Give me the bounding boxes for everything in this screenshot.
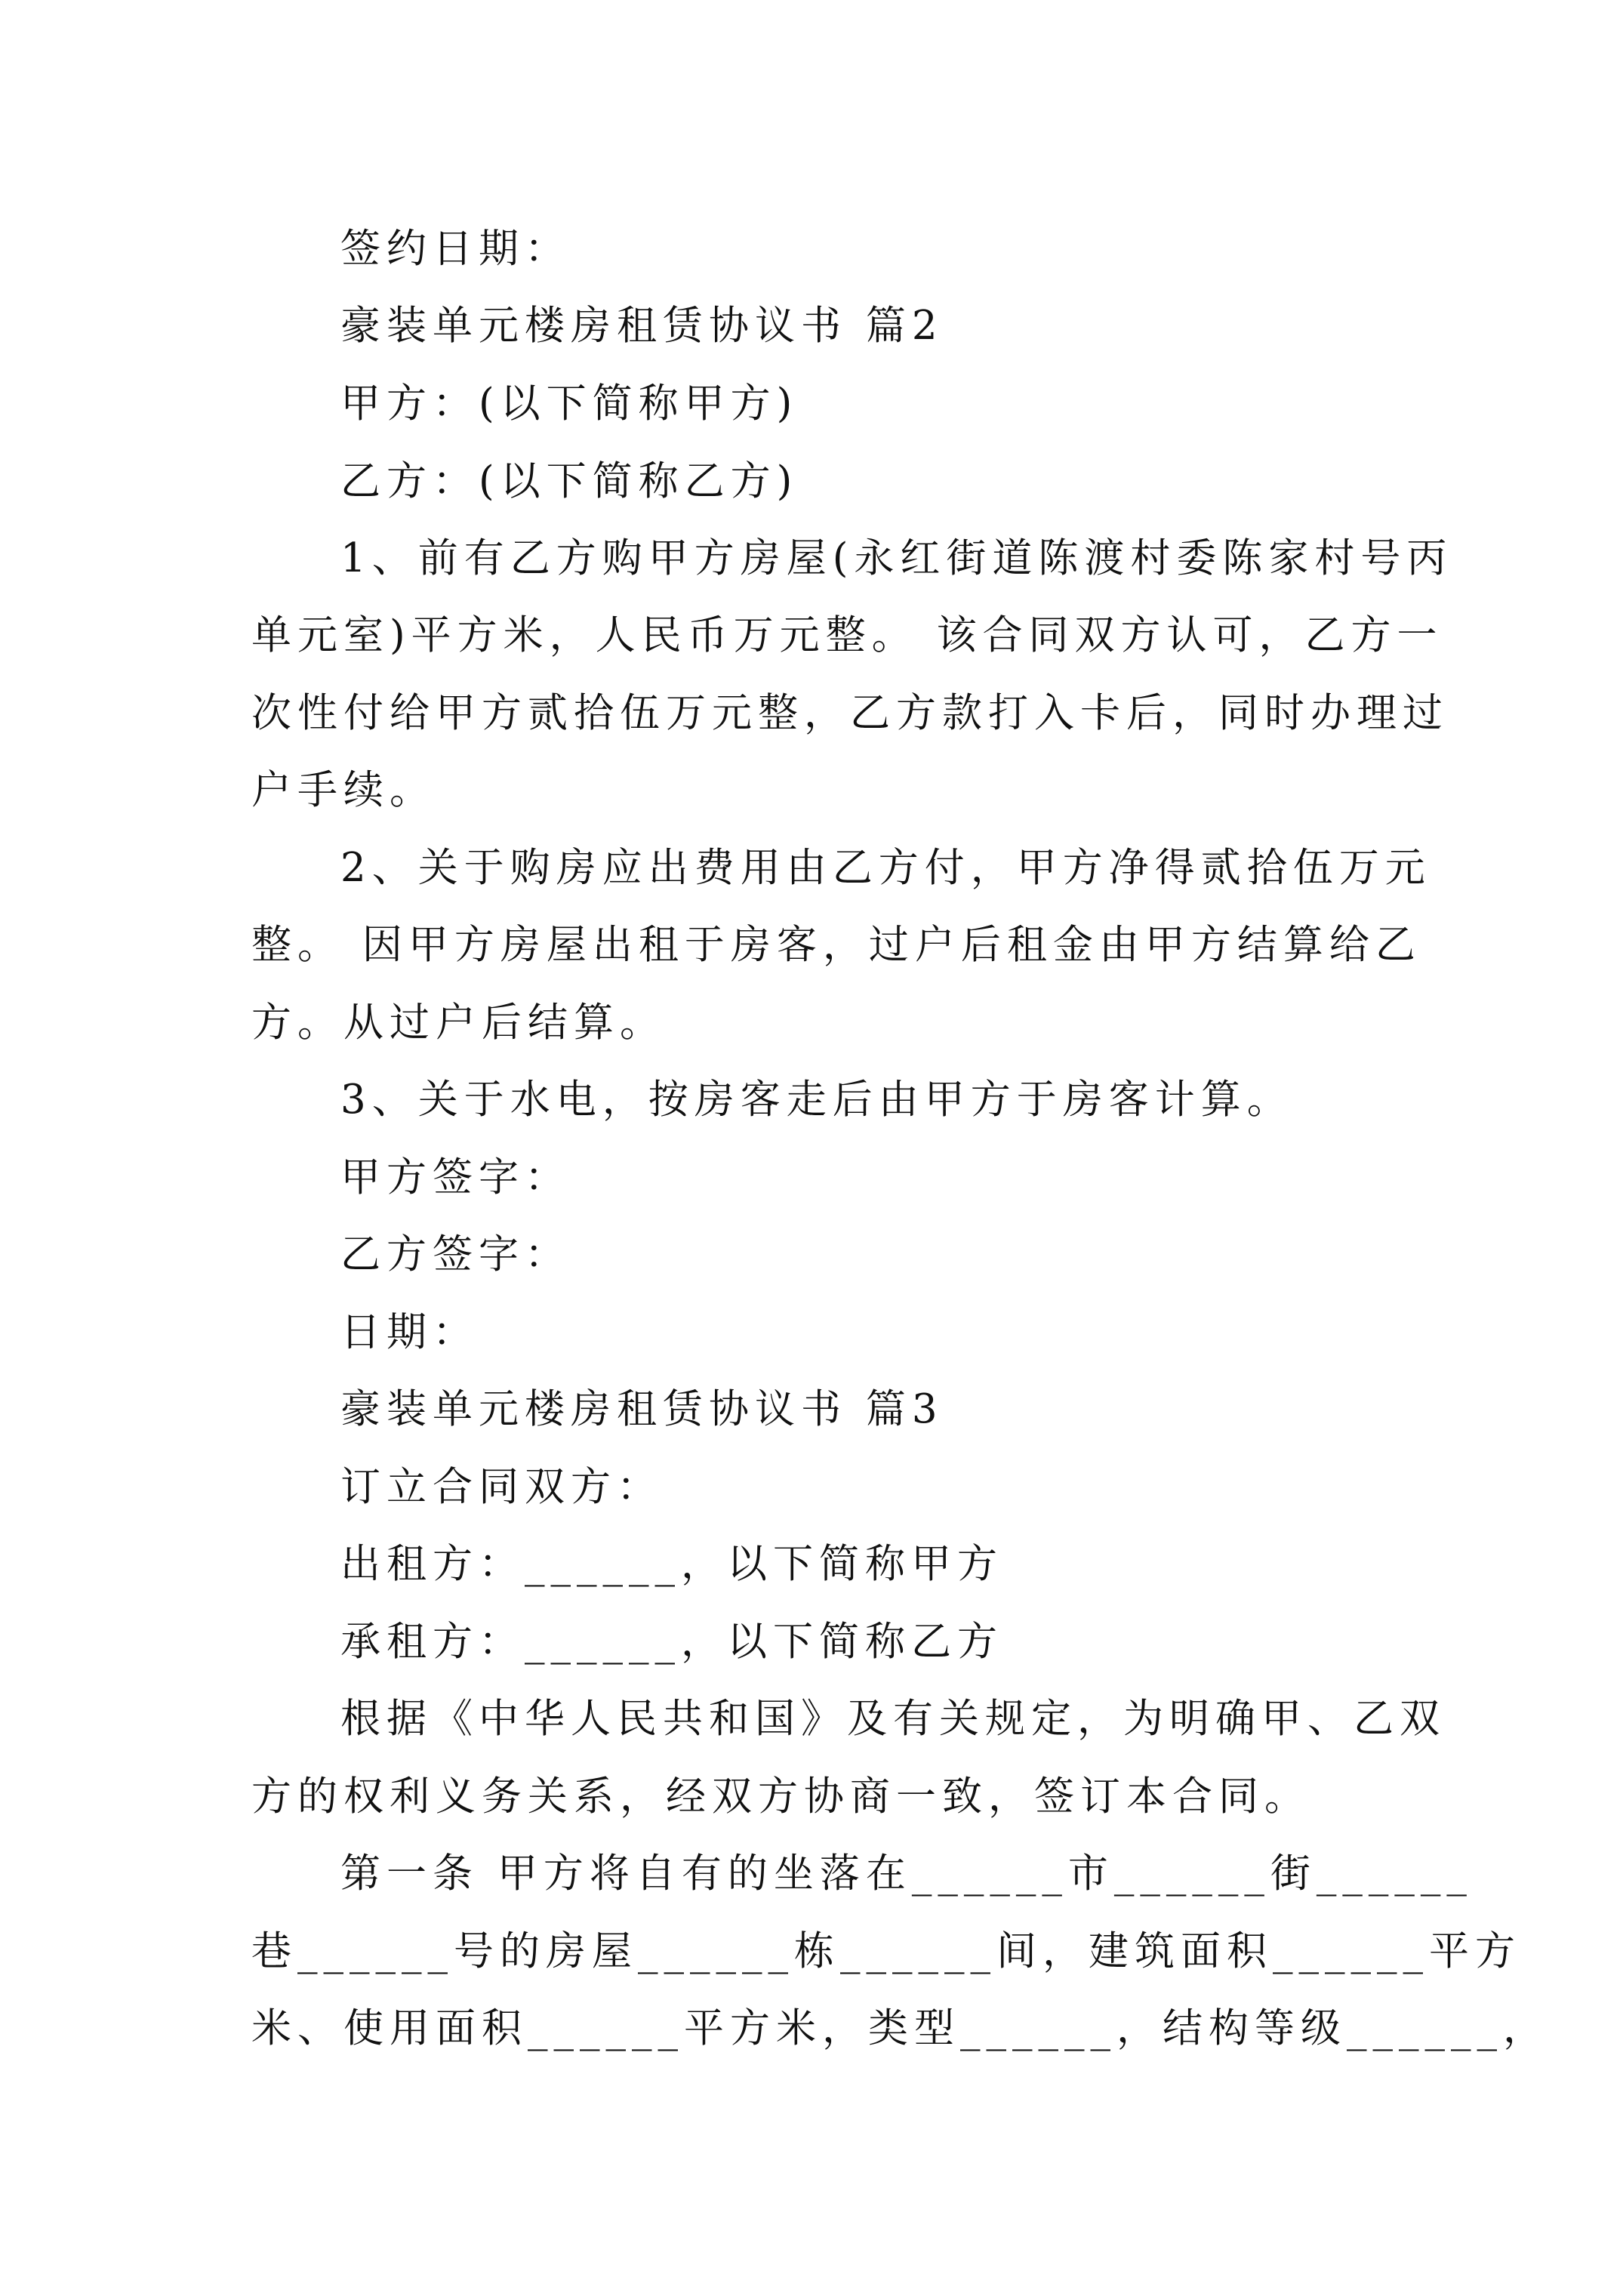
contract-parties-heading: 订立合同双方： [340,1464,663,1510]
article-1-line-1: 第一条 甲方将自有的坐落在______市______街______ [340,1851,1473,1897]
clause-2-line-3: 方。从过户后结算。 [251,1000,666,1046]
date-line: 日期： [340,1309,479,1355]
section-title-3: 豪装单元楼房租赁协议书 篇3 [340,1386,944,1432]
clause-1-line-1: 1、前有乙方购甲方房屋(永红街道陈渡村委陈家村号丙 [340,535,1453,581]
clause-2-line-1: 2、关于购房应出费用由乙方付，甲方净得贰拾伍万元 [340,845,1431,891]
clause-1-line-3: 次性付给甲方贰拾伍万元整，乙方款打入卡后，同时办理过 [251,690,1449,736]
preamble-line-2: 方的权利义务关系，经双方协商一致，签订本合同。 [251,1774,1310,1820]
article-1-line-2: 巷______号的房屋______栋______间，建筑面积______平方 [251,1928,1521,1974]
clause-3-line: 3、关于水电，按房客走后由甲方于房客计算。 [340,1077,1293,1123]
clause-1-line-4: 户手续。 [251,767,436,813]
section-title-2: 豪装单元楼房租赁协议书 篇2 [340,303,944,349]
lessee-line: 承租方：______，以下简称乙方 [340,1619,1003,1665]
clause-1-line-2: 单元室)平方米，人民币万元整。 该合同双方认可，乙方一 [251,612,1443,658]
article-1-line-3: 米、使用面积______平方米，类型______，结构等级______， [251,2005,1549,2051]
clause-2-line-2: 整。 因甲方房屋出租于房客，过户后租金由甲方结算给乙 [251,922,1421,968]
party-b-signature: 乙方签字： [340,1231,571,1277]
lessor-line: 出租方：______，以下简称甲方 [340,1541,1003,1587]
preamble-line-1: 根据《中华人民共和国》及有关规定，为明确甲、乙双 [340,1696,1446,1742]
party-a-signature: 甲方签字： [340,1154,571,1200]
party-b-line: 乙方：(以下简称乙方) [340,458,799,504]
party-a-line: 甲方：(以下简称甲方) [340,381,799,427]
signing-date-line: 签约日期： [340,226,571,272]
